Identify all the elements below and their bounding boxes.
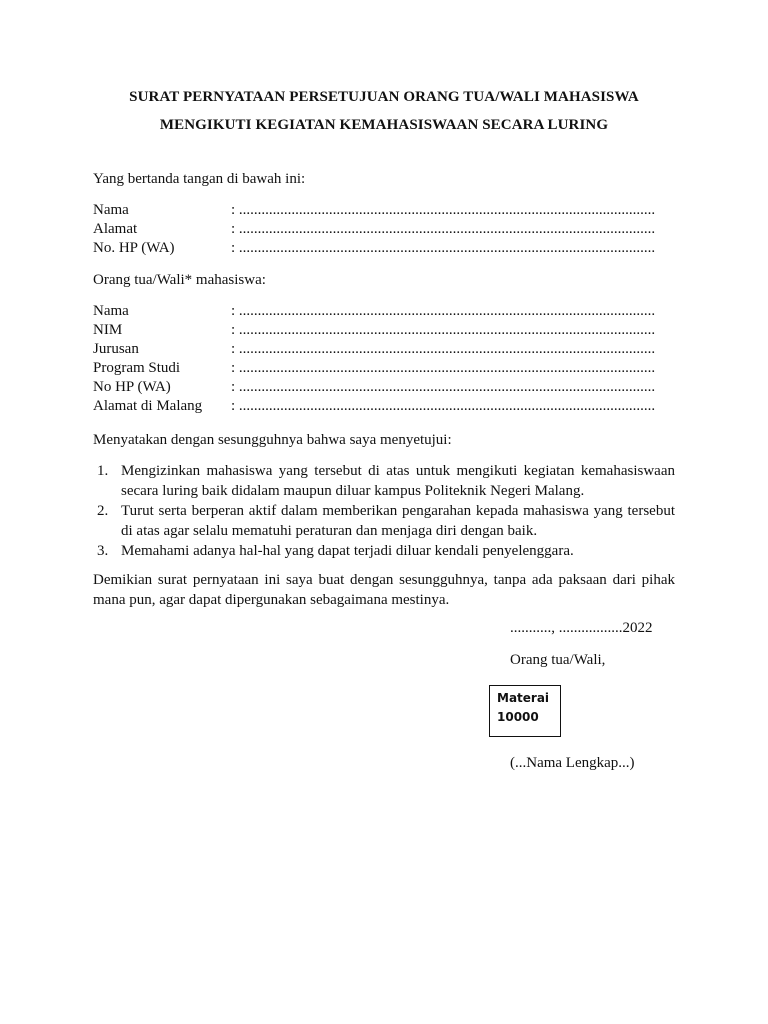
field-label: No HP (WA)	[93, 379, 171, 395]
field-row	[93, 201, 675, 220]
field-label: Alamat	[93, 221, 138, 237]
field-blank: : ...............................................................................................................	[231, 202, 656, 218]
title-line-2: MENGIKUTI KEGIATAN KEMAHASISWAAN SECARA LURING	[159, 117, 609, 133]
field-row	[93, 378, 675, 397]
student-intro-text: Orang tua/Wali* mahasiswa:	[93, 272, 266, 288]
field-row	[93, 340, 675, 359]
field-row	[93, 359, 675, 378]
stamp-amount: 10000	[497, 710, 539, 724]
statement-intro-text: Menyatakan dengan sesungguhnya bahwa saya menyetujui:	[93, 432, 452, 448]
signer-role: Orang tua/Wali,	[510, 652, 606, 668]
field-row	[93, 321, 675, 340]
materai-stamp-box	[489, 685, 561, 737]
list-text: Mengizinkan mahasiswa yang tersebut di atas untuk mengikuti kegiatan kemahasiswaan secara luring baik didalam maupun diluar kampus Politeknik Negeri Malang.	[121, 463, 675, 499]
field-label: NIM	[93, 322, 123, 338]
list-number: 2.	[97, 503, 109, 519]
field-label: Nama	[93, 303, 129, 319]
list-item	[93, 461, 675, 501]
closing-text: Demikian surat pernyataan ini saya buat dengan sesungguhnya, tanpa ada paksaan dari pihak mana pun, agar dapat dipergunakan sebagaimana mestinya.	[93, 572, 675, 608]
field-blank: : ...............................................................................................................	[231, 303, 656, 319]
field-blank: : ...............................................................................................................	[231, 379, 656, 395]
stamp-label: Materai	[497, 691, 550, 705]
field-label: Alamat di Malang	[93, 398, 203, 414]
field-blank: : ...............................................................................................................	[231, 398, 656, 414]
field-label: Nama	[93, 202, 129, 218]
list-number: 3.	[97, 543, 109, 559]
field-row	[93, 397, 675, 416]
intro-text: Yang bertanda tangan di bawah ini:	[93, 171, 306, 187]
title-line-1: SURAT PERNYATAAN PERSETUJUAN ORANG TUA/WALI MAHASISWA	[129, 89, 639, 105]
date-line: ..........., .................2022	[510, 620, 653, 636]
field-row	[93, 302, 675, 321]
field-blank: : ...............................................................................................................	[231, 221, 656, 237]
statement-list	[93, 461, 675, 561]
student-fields	[93, 302, 675, 416]
list-item	[93, 541, 675, 561]
parent-fields	[93, 201, 675, 258]
field-label: Program Studi	[93, 360, 181, 376]
field-blank: : ...............................................................................................................	[231, 240, 656, 256]
list-number: 1.	[97, 463, 109, 479]
field-blank: : ...............................................................................................................	[231, 360, 656, 376]
field-blank: : ...............................................................................................................	[231, 322, 656, 338]
field-row	[93, 220, 675, 239]
list-item	[93, 501, 675, 541]
signer-name: (...Nama Lengkap...)	[510, 755, 635, 771]
list-text: Turut serta berperan aktif dalam memberikan pengarahan kepada mahasiswa yang tersebut di atas agar selalu mematuhi peraturan dan menjaga diri dengan baik.	[121, 503, 675, 539]
field-label: No. HP (WA)	[93, 240, 175, 256]
list-text: Memahami adanya hal-hal yang dapat terjadi diluar kendali penyelenggara.	[121, 543, 574, 559]
field-blank: : ...............................................................................................................	[231, 341, 656, 357]
field-row	[93, 239, 675, 258]
field-label: Jurusan	[93, 341, 139, 357]
